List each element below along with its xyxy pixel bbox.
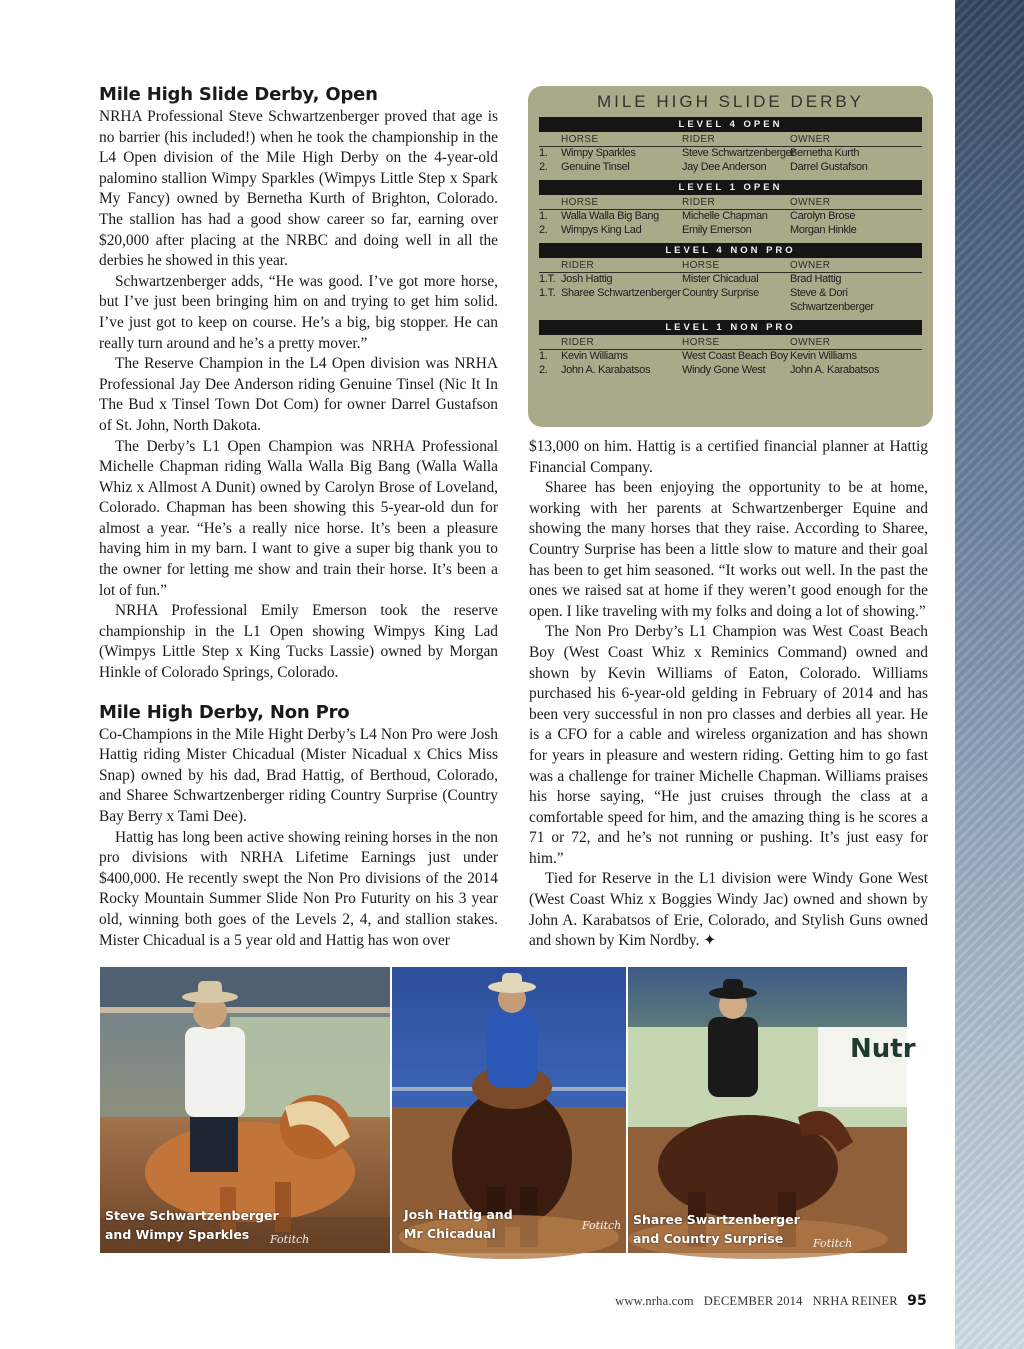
article-paragraph: Hattig has long been active showing reining horses in the non pro divisions with NRHA Lifetime Earnings just under $400,000. He recently swept the Non Pro divisions of the 2014 Rocky Mountain Summer Slide Non Pro Futurity on his 3 year old, winning both goes of the Levels 2, 4, and stallion stakes. Mister Chicadual is a 5 year old and Hattig has won over [99, 828, 498, 949]
column-header: HORSE [682, 337, 720, 349]
result-cell: Kevin Williams [790, 350, 857, 363]
photo-sharee [628, 967, 916, 1253]
placing: 1.T. [539, 286, 556, 299]
photo-caption: Sharee Swartzenberger and Country Surprise [633, 1212, 800, 1246]
result-cell: Michelle Chapman [682, 210, 768, 223]
column-header: OWNER [790, 197, 831, 209]
article-paragraph: Co-Champions in the Mile Hight Derby’s L4 Non Pro were Josh Hattig riding Mister Chicadual (Mister Nicadual x Chics Miss Snap) owned by his dad, Brad Hattig, of Berthoud, Colorado, and Sharee Schwartzenberger riding Country Surprise (Country Bay Berry x Tami Dee). [99, 725, 498, 825]
results-column-headers [539, 132, 922, 147]
result-cell: Morgan Hinkle [790, 223, 857, 236]
photographer-signature: Fotitch [270, 1233, 310, 1246]
photographer-signature: Fotitch [813, 1237, 853, 1250]
placing: 2. [539, 160, 548, 173]
photographer-signature: Fotitch [582, 1219, 622, 1232]
result-cell: Country Surprise [682, 286, 759, 299]
article-paragraph: $13,000 on him. Hattig is a certified financial planner at Hattig Financial Company. [529, 438, 928, 476]
result-cell: Mister Chicadual [682, 273, 759, 286]
result-cell: Windy Gone West [682, 363, 766, 376]
result-cell: West Coast Beach Boy [682, 350, 788, 363]
results-row [539, 224, 922, 238]
column-header: RIDER [682, 197, 716, 209]
result-cell: Walla Walla Big Bang [561, 210, 659, 223]
photo-caption: Josh Hattig and Mr Chicadual [404, 1207, 513, 1241]
result-cell: Bernetha Kurth [790, 147, 860, 159]
result-cell: Jay Dee Anderson [682, 160, 767, 173]
results-row [539, 210, 922, 224]
result-cell: Wimpys King Lad [561, 223, 642, 236]
results-row [539, 364, 922, 378]
article-paragraph: Schwartzenberger adds, “He was good. I’ve got more horse, but I’ve just been bringing him on and trying to get him solid. I’ve just got to keep on course. He’s a big, big stopper. He can really turn around and he’s a pretty mover.” [99, 272, 498, 352]
column-header: OWNER [790, 134, 831, 145]
result-cell: John A. Karabatsos [561, 363, 651, 376]
footer-url: www.nrha.com [615, 1294, 694, 1308]
results-section-l4-open [539, 117, 922, 174]
result-cell: Steve & Dori Schwartzenberger [790, 286, 874, 313]
results-row [539, 287, 922, 314]
result-cell: Genuine Tinsel [561, 160, 630, 173]
results-section-l1-open [539, 180, 922, 237]
placing: 1. [539, 147, 548, 159]
column-header: HORSE [561, 134, 599, 145]
column-header: HORSE [561, 197, 599, 209]
results-section-bar: LEVEL 4 OPEN [539, 117, 922, 132]
result-cell: Darrel Gustafson [790, 160, 868, 173]
photo-hattig [392, 967, 626, 1253]
article-paragraph: Tied for Reserve in the L1 division were Windy Gone West (West Coast Whiz x Boggies Windy Jac) owned and shown by John A. Karabatsos of Erie, Colorado, and Stylish Guns owned and shown by Kim Nordby. ✦ [529, 870, 928, 950]
results-column-headers [539, 258, 922, 273]
article-paragraph: The Non Pro Derby’s L1 Champion was West Coast Beach Boy (West Coast Whiz x Reminics Command) owned and shown by Kevin Williams of Eaton, Colorado. Williams purchased his 6-year-old gelding in February of 2014 and has been very successful in non pro classes and derbies all year. He is a CFO for a cable and wireless organization and has shown for years in pleasure and western riding. Getting him to go fast was a challenge for trainer Michelle Chapman. Williams praises his horse saying, “He just cruises through the class at a comfortable speed for him, and the amazing thing is he scores a 71 or 72, and he’s not running or pushing. It’s just easy for him.” [529, 623, 928, 867]
page-footer [610, 1293, 927, 1309]
results-row [539, 273, 922, 287]
result-cell: Sharee Schwartzenberger [561, 286, 681, 299]
result-cell: Kevin Williams [561, 350, 628, 363]
results-section-l4-non-pro [539, 243, 922, 314]
result-cell: Wimpy Sparkles [561, 147, 636, 159]
results-row [539, 350, 922, 364]
result-cell: Carolyn Brose [790, 210, 856, 223]
column-header: RIDER [561, 260, 595, 272]
page-number: 95 [907, 1293, 927, 1309]
results-column-headers [539, 195, 922, 210]
photo-schwartzenberger [100, 967, 390, 1253]
result-cell: Josh Hattig [561, 273, 613, 286]
results-section-bar: LEVEL 1 OPEN [539, 180, 922, 195]
result-cell: Steve Schwartzenberger [682, 147, 795, 159]
footer-magazine: NRHA REINER [812, 1294, 898, 1308]
svg-text:Nutr: Nutr [850, 1034, 916, 1064]
column-header: RIDER [682, 134, 716, 145]
column-header: HORSE [682, 260, 720, 272]
results-row [539, 161, 922, 175]
placing: 2. [539, 363, 548, 376]
section-heading-non-pro: Mile High Derby, Non Pro [99, 701, 350, 723]
result-cell: Emily Emerson [682, 223, 752, 236]
footer-issue: DECEMBER 2014 [703, 1294, 803, 1308]
left-article-column [99, 84, 498, 951]
results-column-headers [539, 335, 922, 350]
result-cell: John A. Karabatsos [790, 363, 880, 376]
placing: 1. [539, 350, 548, 363]
column-header: OWNER [790, 260, 831, 272]
placing: 2. [539, 223, 548, 236]
placing: 1.T. [539, 273, 556, 286]
section-heading-open: Mile High Slide Derby, Open [99, 84, 378, 105]
results-row [539, 147, 922, 161]
results-title: MILE HIGH SLIDE DERBY [596, 92, 865, 111]
decorative-side-strip [955, 0, 1024, 1349]
article-paragraph: The Reserve Champion in the L4 Open division was NRHA Professional Jay Dee Anderson riding Genuine Tinsel (Nic It In The Bud x Tinsel Town Dot Com) for owner Darrel Gustafson of St. John, North Dakota. [99, 355, 498, 434]
article-paragraph: The Derby’s L1 Open Champion was NRHA Professional Michelle Chapman riding Walla Walla Big Bang (Walla Walla Whiz x Allmost A Dunit) owned by Carolyn Brose of Loveland, Colorado. Chapman has been showing this 5-year-old dun for almost a year. “He’s a really nice horse. It’s been a pleasure having him in my barn. I want to give a super big thank you to the owner for letting me show and train their horse. It’s been a lot of fun.” [99, 437, 498, 599]
article-paragraph: Sharee has been enjoying the opportunity to be at home, working with her parents at Schwartzenberger Equine and showing the many horses that they raise. According to Sharee, Country Surprise has been a little slow to mature and their goal has been to get him seasoned. “It works out well. In the past the ones we raised sat at home if they weren’t good enough for the open. I like traveling with my folks and doing a lot of showing.” [529, 479, 928, 620]
photo-strip [100, 967, 916, 1253]
result-cell: Brad Hattig [790, 273, 842, 286]
results-section-bar: LEVEL 4 NON PRO [539, 243, 922, 258]
results-section-bar: LEVEL 1 NON PRO [539, 320, 922, 335]
results-section-l1-non-pro [539, 320, 922, 377]
placing: 1. [539, 210, 548, 223]
photo-caption: Steve Schwartzenberger and Wimpy Sparkles [105, 1208, 279, 1242]
column-header: OWNER [790, 337, 831, 349]
results-box [528, 86, 933, 427]
article-paragraph: NRHA Professional Steve Schwartzenberger proved that age is no barrier (his included!) when he took the championship in the L4 Open division of the Mile High Derby on the 4-year-old palomino stallion Wimpy Sparkles (Wimpys Little Step x Spark My Fancy) owned by Bernetha Kurth of Brighton, Colorado. The stallion has had a good show career so far, earning over $20,000 after placing at the NRBC and doing well in all the derbies he showed in this year. [99, 108, 498, 270]
column-header: RIDER [561, 337, 595, 349]
right-article-column [529, 437, 928, 952]
article-paragraph: NRHA Professional Emily Emerson took the reserve championship in the L1 Open showing Wimpys King Lad (Wimpys Little Step x King Tucks Lassie) owned by Morgan Hinkle of Colorado Springs, Colorado. [99, 602, 498, 682]
